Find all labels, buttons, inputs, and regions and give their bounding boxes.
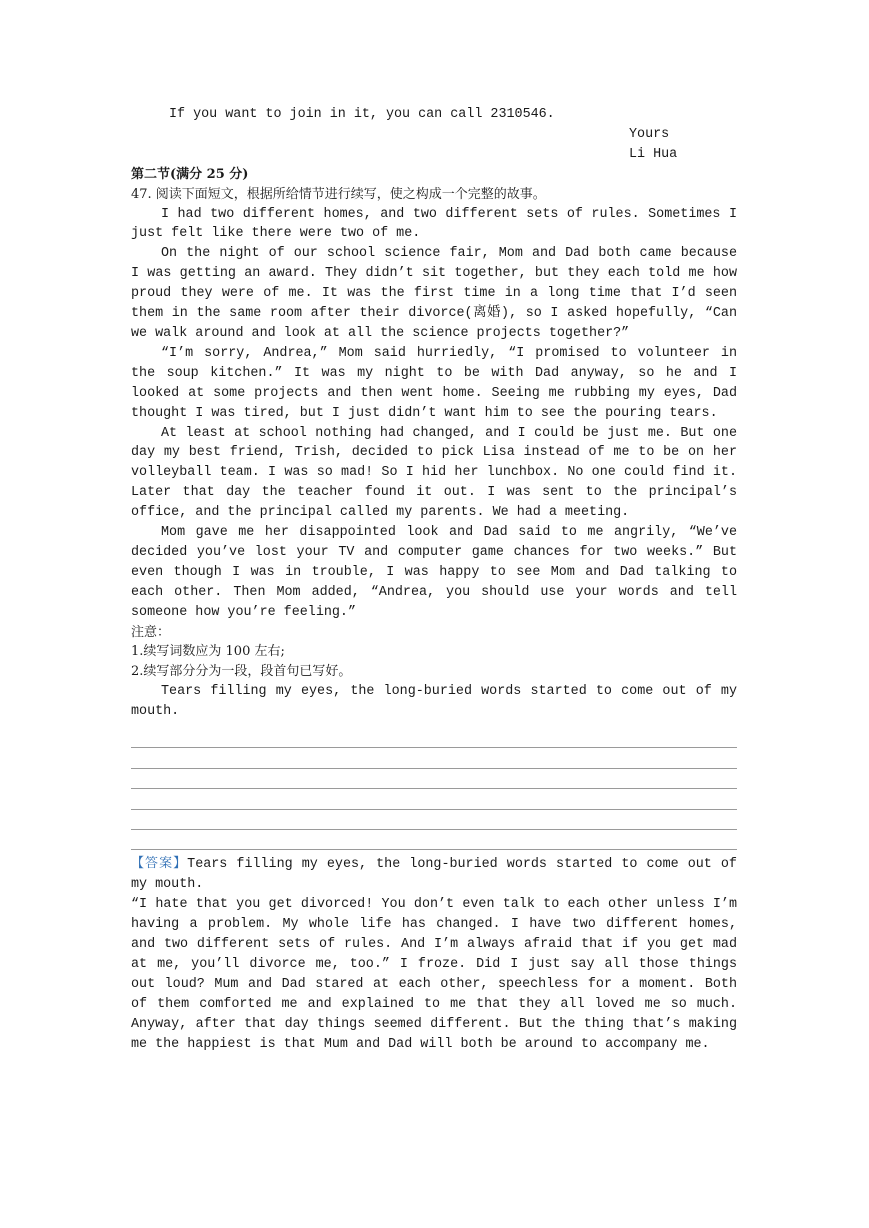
story-paragraph: I had two different homes, and two different sets of rules. Sometimes I just felt like there were two of me. xyxy=(131,206,737,242)
letter-sign-off: Yours xyxy=(629,126,670,142)
story-paragraph: At least at school nothing had changed, and I could be just me. But one day my best friend, Trish, decided to pick Lisa instead of me to be on her volleyball team. I was so mad! So I hid her lunchbox. No one could find it. Later that day the teacher found it out. I was sent to the principal’s office, and the principal called my parents. We had a meeting. xyxy=(131,425,737,521)
answer-body: “I hate that you get divorced! You don’t even talk to each other unless I’m having a problem. My whole life has changed. I have two different homes, and two different sets of rules. And I’m always afraid that if you get mad at me, you’ll divorce me, too.” I froze. Did I just say all those things out loud? Mum and Dad stared at each other, speechless for a moment. Both of them comforted me and explained to me that they all loved me so much. Anyway, after that day things seemed different. But the thing that’s making me the happiest is that Mum and Dad will both be around to accompany me. xyxy=(131,897,737,1052)
story-paragraph: On the night of our school science fair, Mom and Dad both came because I was getting an award. They didn’t sit together, but they each told me how proud they were of me. It was the first time in a long time that I’d seen them in the same room after their divorce(离婚), so I asked hopefully, “Can we walk around and look at all the science projects together?” xyxy=(131,246,737,341)
story-paragraph: “I’m sorry, Andrea,” Mom said hurriedly, “I promised to volunteer in the soup kitchen.” It was my night to be with Dad anyway, so he and I looked at some projects and then went home. Seeing me rubbing my eyes, Dad thought I was tired, but I just didn’t want him to see the pouring tears. xyxy=(131,345,737,421)
writing-line xyxy=(131,810,737,830)
answer-first-sentence: Tears filling my eyes, the long-buried words started to come out of my mouth. xyxy=(131,857,737,893)
task-instruction: 47. 阅读下面短文，根据所给情节进行续写，使之构成一个完整的故事。 xyxy=(131,186,546,202)
story-paragraph: Mom gave me her disappointed look and Dad said to me angrily, “We’ve decided you’ve lost your TV and computer game chances for two weeks.” But even though I was in trouble, I was happy to see Mom and Dad talking to each other. Then Mom added, “Andrea, you should use your words and tell someone how you’re feeling.” xyxy=(131,525,737,620)
writing-line xyxy=(131,789,737,809)
section-heading: 第二节(满分 25 分) xyxy=(131,166,249,182)
letter-signature: Li Hua xyxy=(629,146,678,162)
answer-tag: 【答案】 xyxy=(131,856,188,872)
notes-heading: 注意： xyxy=(131,624,171,640)
note-item: 1.续写词数应为 100 左右; xyxy=(131,644,285,660)
writing-line xyxy=(131,830,737,850)
continuation-first-sentence: Tears filling my eyes, the long-buried words started to come out of my mouth. xyxy=(131,684,737,720)
writing-line xyxy=(131,748,737,768)
letter-closing-line: If you want to join in it, you can call 2310546. xyxy=(169,107,555,122)
answer-block xyxy=(131,854,737,895)
writing-lines xyxy=(131,728,737,850)
document-page xyxy=(131,105,737,1055)
writing-line xyxy=(131,728,737,748)
note-item: 2.续写部分分为一段，段首句已写好。 xyxy=(131,664,352,680)
writing-line xyxy=(131,769,737,789)
